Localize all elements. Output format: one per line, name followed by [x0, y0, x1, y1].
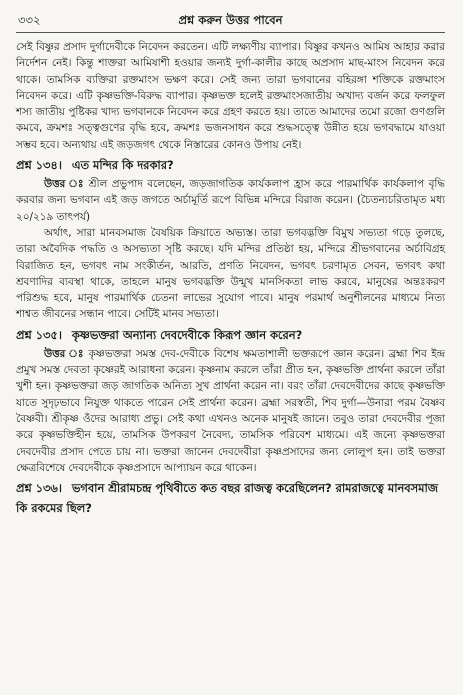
question-134 [16, 155, 445, 175]
answer-135-text-1: কৃষ্ণভক্তরা সমস্ত দেব-দেবীকে বিশেষ ক্ষমতাশালী ভক্তরূপে জ্ঞান করেন। ব্রহ্মা শিব ইন্দ্র প্রমুখ সমস্ত দেবতা কৃষ্ণেরই আরাধনা করেন। কৃষ্ণনাম করলে তাঁরা প্রীত হন, কৃষ্ণভক্তি প্রার্থনা করলে তাঁরা খুশী হন। কৃষ্ণভক্তরা জড় জাগতিক অনিত্য সুখ প্রার্থনা করেন না। বরং তাঁরা দেবদেবীদের কাছে কৃষ্ণভক্তি যাতে সুদৃঢ়ভাবে নিযুক্ত থাকতে পারেন সেই প্রার্থনা করেন। ব্রহ্মা সরস্বতী, শিব দুর্গা—উনারা পরম বৈষ্ণব বৈষ্ণবী। শ্রীকৃষ্ণ ওঁদের আরাধ্য প্রভু। সেই কথা এখনও অনেক মানুষই জানে। তবুও তারা দেবদেবীর পূজা করে কৃষ্ণভক্তিহীন হয়ে, তামসিক উপকরণ নৈবেদ্য, তামসিক পরিবেশ মাধ্যমে। এই জন্যে কৃষ্ণভক্তরা দেবদেবীর প্রসাদ পেতে চায় না। ভক্তরা জানেন দেবদেবীরা কৃষ্ণপ্রসাদের জন্য লোলুপ হন। তাই ভক্তরা ক্ষেত্রবিশেষে দেবদেবীকে কৃষ্ণপ্রসাদে আপ্যায়ন করে থাকেন। [16, 347, 446, 474]
page-header [16, 6, 445, 28]
question-135-label: প্রশ্ন ১৩৫। [16, 327, 62, 342]
header-divider [16, 32, 445, 33]
answer-135-label: উত্তর ঃ [44, 347, 85, 360]
answer-134-paragraph-1 [16, 176, 445, 225]
paragraph-intro: সেই বিষ্ণুর প্রসাদ দুর্গাদেবীকে নিবেদন করতেন। এটি লক্ষ্যণীয় ব্যাপার। বিষ্ণুর কখনও আমিষ আহার করার নির্দেশন নেই। কিন্তু শাক্তরা আমিষাশী হওয়ার জন্যই দুর্গা-কালীর কাছে অপ্রসাদ মাছ-মাংস নিবেদন করে থাকে। তামসিক ব্যক্তিরা রক্তমাংস ভক্ষণ করে। সেই জন্য তারা ভগবানের বহিরঙ্গা শক্তিকে রক্তমাংস নিবেদন করে। এটি কৃষ্ণভক্তি-বিরুদ্ধ ব্যাপার। কৃষ্ণভক্ত হলেই রক্তমাংসজাতীয় অখাদ্য বর্জন করে ফলফুল শস্য জাতীয় পুষ্টিকর খাদ্য ভগবানকে নিবেদন করে গ্রহণ করতে হয়। তাতে আমাদের তমো রজো গুণগুলি কমবে, ক্রমশঃ সত্ত্বগুণের বৃদ্ধি হবে, ক্রমশঃ ভজনসাধন করে শুদ্ধসত্ত্বে উন্নীত হয়ে ভগবদ্ধামে যাওয়া সম্ভব হবে। অন্যথায় এই জড়জগৎ থেকে নিস্তারের কোনও উপায় নেই। [16, 41, 445, 151]
page-number: ৩৩২ [18, 13, 41, 27]
question-136-label: প্রশ্ন ১৩৬। [16, 481, 62, 496]
question-135 [16, 325, 445, 345]
question-134-label: প্রশ্ন ১৩৪। [16, 158, 62, 173]
answer-135-paragraph-1 [16, 346, 445, 476]
answer-134-paragraph-2: অর্থাৎ, সারা মানবসমাজ বৈষয়িক ক্রিয়াতে অভ্যস্ত। তারা ভগবদ্ভক্তি বিমুখ সভ্যতা গড়ে তুলছে, তারা অবৈদিক পদ্ধতি ও অসভ্যতা সৃষ্টি করছে। যদি মন্দির প্রতিষ্ঠা হয়, মন্দিরে শ্রীভগবানের অর্চাবিগ্রহ বিরাজিত হন, ভগবৎ নাম সংকীর্তন, আরতি, প্রণতি নিবেদন, ভগবৎ চরণামৃত সেবন, ভগবৎ কথা শ্রবণাদির ব্যবস্থা থাকে, তাহলে মানুষ ভগবদ্ভক্তি উন্মুখ মানসিকতা লাভ করবে, মানুষের অন্তঃকরণ পরিশুদ্ধ হবে, মানুষ পারমার্থিক চেতনা লাভের সুযোগ পাবে। মানুষ পরমার্থ অনুশীলনের মাধ্যমে নিত্য শাশ্বত জীবনের সন্ধান পাবে। সেটিই মানব সভ্যতা। [16, 226, 445, 321]
question-136 [16, 478, 445, 518]
answer-134-label: উত্তর ঃ [44, 178, 85, 191]
answer-134-text-1: শ্রীল প্রভুপাদ বলেছেন, জড়জাগতিক কার্যকলাপ হ্রাস করে পারমার্থিক কার্যকলাপ বৃদ্ধি করবার জন্য ভগবান এই জড় জগতে অর্চামূর্তি রূপে বিভিন্ন মন্দিরে বিরাজ করেন। (চৈতন্যচরিতামৃত মধ্য ২০/২১৯ তাৎপর্য) [16, 178, 446, 223]
question-135-text: কৃষ্ণভক্তরা অন্যান্য দেবদেবীকে কিরূপ জ্ঞান করেন? [71, 327, 303, 342]
question-134-text: এত মন্দির কি দরকার? [71, 158, 174, 173]
running-title: প্রশ্ন করুন উত্তর পাবেন [178, 13, 283, 27]
question-136-text: ভগবান শ্রীরামচন্দ্র পৃথিবীতে কত বছর রাজত্ব করেছিলেন? রামরাজত্বে মানবসমাজ কি রকমের ছিল? [16, 481, 438, 516]
